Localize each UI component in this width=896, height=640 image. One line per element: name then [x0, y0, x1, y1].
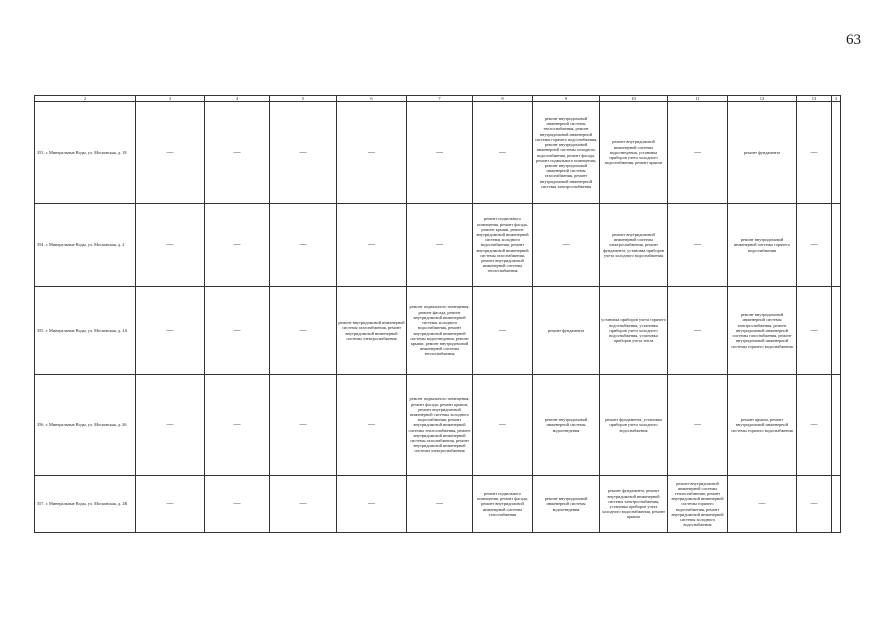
table-cell: ремонт фундамента — [533, 287, 600, 375]
table-cell — [832, 102, 841, 204]
table-cell: — — [337, 102, 407, 204]
table-cell: — — [205, 287, 270, 375]
table-cell: — — [797, 476, 832, 533]
table-row — [35, 287, 841, 375]
address-cell: 355. г. Минеральные Воды, ул. Московская, д. 2А — [35, 287, 136, 375]
column-number: 12 — [728, 96, 797, 102]
table-row — [35, 102, 841, 204]
table-cell: ремонт внутридомовой инженерной системы электроснабжения, ремонт внутридомовой инженерной системы газоснабжения, ремонт внутридомовой инженерной системы горячего водоснабжения — [728, 287, 797, 375]
table-cell: ремонт подвального помещения, ремонт фасада, ремонт крыши, ремонт внутридомовой инженерной системы холодного водоснабжения, ремонт внутридомовой инженерной системы газоснабжения, ремонт внутридомовой инженерной системы теплоснабжения — [473, 204, 533, 287]
table-cell: — — [136, 375, 205, 476]
address-cell: 353. г. Минеральные Воды, ул. Московская, д. 18 — [35, 102, 136, 204]
table-cell: — — [668, 375, 728, 476]
table-cell: — — [668, 204, 728, 287]
table-cell: — — [337, 375, 407, 476]
table-cell: ремонт крыши, ремонт внутридомовой инженерной системы горячего водоснабжения — [728, 375, 797, 476]
table-cell: — — [337, 476, 407, 533]
column-number: 9 — [533, 96, 600, 102]
table-cell: ремонт внутридомовой инженерной системы теплоснабжения, ремонт внутридомовой инженерной системы горячего водоснабжения, ремонт внутридомовой инженерной системы холодного водоснабжения, ремонт фасада, ремонт подвального помещения, ремонт внутридомовой инженерной системы газоснабжения, ремонт внутридомовой инженерной системы электроснабжения — [533, 102, 600, 204]
table-cell: ремонт внутридомовой инженерной системы водоотведения, установка приборов учета холодного водоснабжения, ремонт крыши — [600, 102, 668, 204]
table-cell: — — [407, 204, 473, 287]
table-row — [35, 375, 841, 476]
column-number: 7 — [407, 96, 473, 102]
address-cell: 354. г. Минеральные Воды, ул. Московская, д. 2 — [35, 204, 136, 287]
column-number: 5 — [270, 96, 337, 102]
table-cell: ремонт внутридомовой инженерной системы водоотведения — [533, 476, 600, 533]
table-cell: ремонт внутридомовой инженерной системы газоснабжения, ремонт внутридомовой инженерной системы электроснабжения — [337, 287, 407, 375]
table-cell: ремонт фундамента, установка приборов учета холодного водоснабжения — [600, 375, 668, 476]
address-cell: 356. г. Минеральные Воды, ул. Московская, д. 26 — [35, 375, 136, 476]
table-cell: — — [337, 204, 407, 287]
table-cell: — — [668, 287, 728, 375]
table-cell: — — [270, 375, 337, 476]
table-cell: — — [473, 287, 533, 375]
table-cell: — — [136, 102, 205, 204]
table-cell: — — [728, 476, 797, 533]
table-row — [35, 204, 841, 287]
table-cell: — — [473, 375, 533, 476]
table-cell: — — [797, 204, 832, 287]
table-cell: — — [797, 102, 832, 204]
address-cell: 357. г. Минеральные Воды, ул. Московская, д. 2В — [35, 476, 136, 533]
column-number: 13 — [797, 96, 832, 102]
table-cell — [832, 375, 841, 476]
table-cell: ремонт фундамента — [728, 102, 797, 204]
table-cell — [832, 204, 841, 287]
page-number: 63 — [846, 32, 861, 48]
table-cell: — — [407, 476, 473, 533]
table-cell: — — [136, 287, 205, 375]
table-cell: — — [205, 476, 270, 533]
table-cell: установка приборов учета горячего водоснабжения, установка приборов учета холодного водоснабжения, установка приборов учета тепла — [600, 287, 668, 375]
table-cell — [832, 476, 841, 533]
table-cell — [832, 287, 841, 375]
table-cell: — — [270, 287, 337, 375]
table-cell: — — [136, 204, 205, 287]
column-number: 6 — [337, 96, 407, 102]
table-cell: — — [270, 204, 337, 287]
column-number: 2 — [35, 96, 136, 102]
table-cell: — — [473, 102, 533, 204]
table-cell: — — [136, 476, 205, 533]
column-number: 10 — [600, 96, 668, 102]
column-number: 4 — [205, 96, 270, 102]
table-cell: — — [797, 287, 832, 375]
table-cell: ремонт подвального помещения, ремонт фасада, ремонт внутридомовой инженерной системы холодного водоснабжения, ремонт внутридомовой инженерной системы водоотведения, ремонт крыши, ремонт внутридомовой инженерной системы теплоснабжения — [407, 287, 473, 375]
table-cell: — — [797, 375, 832, 476]
table-cell: — — [407, 102, 473, 204]
table-cell: — — [205, 204, 270, 287]
table-cell: ремонт подвального помещения, ремонт фасада, ремонт крыши, ремонт внутридомовой инженерной системы холодного водоснабжения, ремонт внутридомовой инженерной системы теплоснабжения, ремонт внутридомовой инженерной системы газоснабжения, ремонт внутридомовой инженерной системы электроснабжения — [407, 375, 473, 476]
repair-plan-table — [34, 95, 841, 533]
table-cell: — — [270, 102, 337, 204]
table-cell: — — [270, 476, 337, 533]
table-cell: ремонт подвального помещения, ремонт фасада, ремонт внутридомовой инженерной системы газоснабжения — [473, 476, 533, 533]
column-number: 3 — [832, 96, 841, 102]
column-number: 3 — [136, 96, 205, 102]
column-number: 8 — [473, 96, 533, 102]
table-row — [35, 476, 841, 533]
table-cell: ремонт внутридомовой инженерной системы водоотведения — [533, 375, 600, 476]
table-cell: — — [205, 102, 270, 204]
table-cell: ремонт внутридомовой инженерной системы электроснабжения, ремонт фундамента, установка приборов учета холодного водоснабжения — [600, 204, 668, 287]
table-cell: — — [205, 375, 270, 476]
table-cell: ремонт внутридомовой инженерной системы горячего водоснабжения — [728, 204, 797, 287]
table-cell: — — [533, 204, 600, 287]
table-cell: ремонт фундамента, ремонт внутридомовой инженерной системы электроснабжения, установка приборов учета холодного водоснабжения, ремонт крыши — [600, 476, 668, 533]
column-number: 11 — [668, 96, 728, 102]
table-cell: — — [668, 102, 728, 204]
table-cell: ремонт внутридомовой инженерной системы теплоснабжения, ремонт внутридомовой инженерной системы горячего водоснабжения, ремонт внутридомовой инженерной системы холодного водоснабжения — [668, 476, 728, 533]
